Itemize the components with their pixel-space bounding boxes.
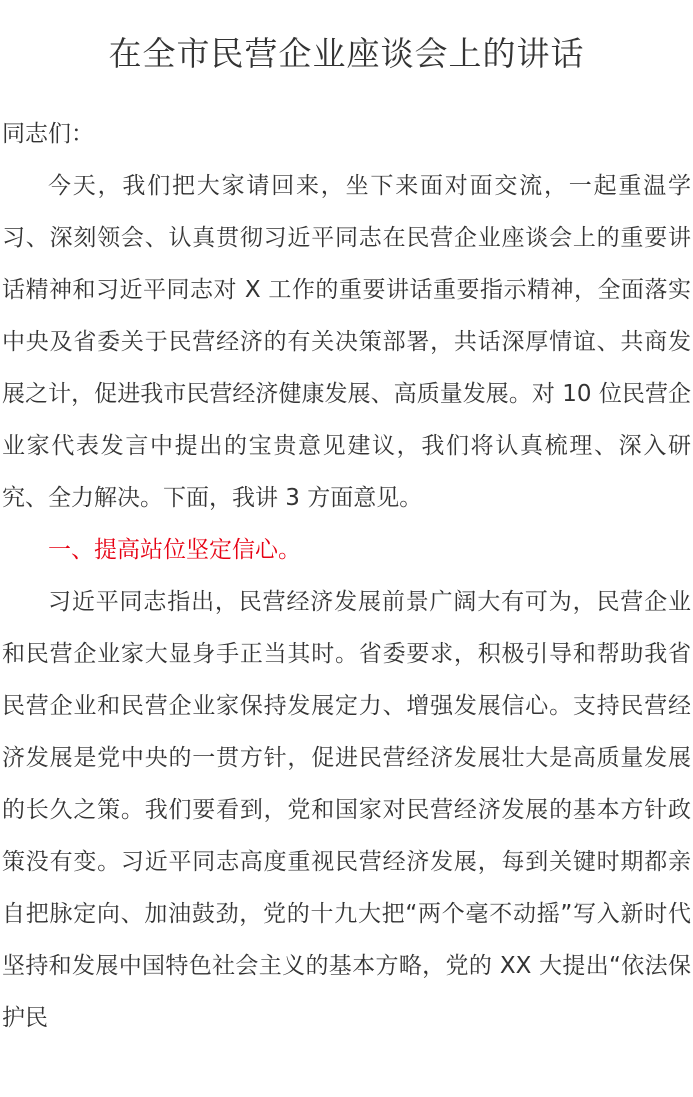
salutation: 同志们： [2, 121, 94, 147]
document-body [2, 108, 691, 1044]
document-title: 在全市民营企业座谈会上的讲话 [108, 34, 585, 73]
intro-paragraph: 今天，我们把大家请回来，坐下来面对面交流，一起重温学习、深刻领会、认真贯彻习近平同志在民营企业座谈会上的重要讲话精神和习近平同志对 X 工作的重要讲话重要指示精神，全面落实中央及省委关于民营经济的有关决策部署，共话深厚情谊、共商发展之计，促进我市民营经济健康发展、高质量发展。对 10 位民营企业家代表发言中提出的宝贵意见建议，我们将认真梳理、深入研究、全力解决。下面，我讲 3 方面意见。 [2, 173, 691, 511]
section-paragraph: 习近平同志指出，民营经济发展前景广阔大有可为，民营企业和民营企业家大显身手正当其时。省委要求，积极引导和帮助我省民营企业和民营企业家保持发展定力、增强发展信心。支持民营经济发展是党中央的一贯方针，促进民营经济发展壮大是高质量发展的长久之策。我们要看到，党和国家对民营经济发展的基本方针政策没有变。习近平同志高度重视民营经济发展，每到关键时期都亲自把脉定向、加油鼓劲，党的十九大把“两个毫不动摇”写入新时代坚持和发展中国特色社会主义的基本方略，党的 XX 大提出“依法保护民 [2, 589, 691, 1031]
section-heading: 一、提高站位坚定信心。 [48, 537, 301, 563]
